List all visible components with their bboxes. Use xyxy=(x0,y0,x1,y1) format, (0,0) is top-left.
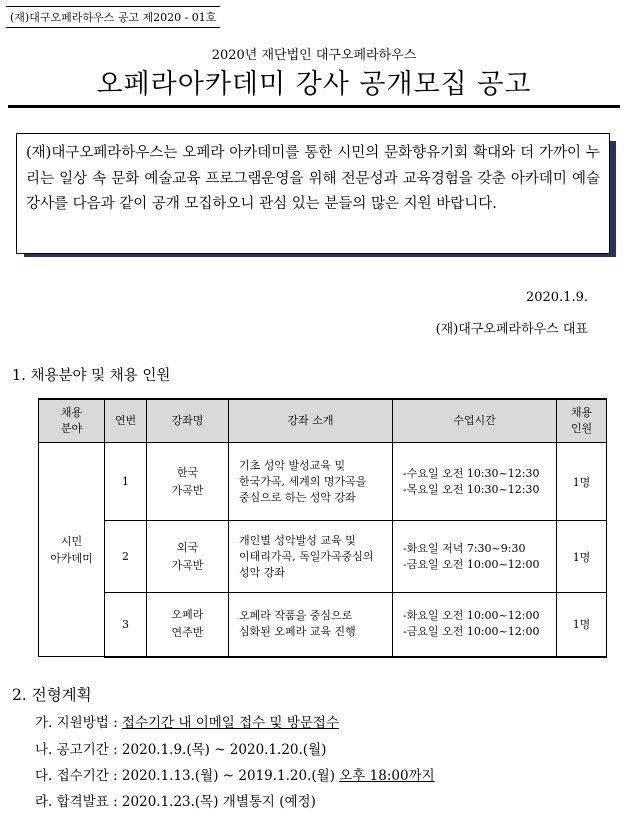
table-row xyxy=(39,521,607,593)
page-title: 오페라아카데미 강사 공개모집 공고 xyxy=(96,69,532,100)
row-intro: 개인별 성악발성 교육 및 이태리가곡, 독일가곡중심의 성악 강좌 xyxy=(229,521,393,593)
section-2-title: 2. 전형계획 xyxy=(12,686,92,704)
plan-item-receipt-period: 다. 접수기간 : 2020.1.13.(월) ~ 2019.1.20.(월) 오후 18:00까지 xyxy=(35,768,435,784)
row-no: 3 xyxy=(105,593,147,657)
table-row xyxy=(39,593,607,657)
header-course: 강좌명 xyxy=(147,399,229,443)
row-count: 1명 xyxy=(557,443,607,521)
plan-item-application: 가. 지원방법 : 접수기간 내 이메일 접수 및 방문접수 xyxy=(35,715,339,731)
row-no: 1 xyxy=(105,443,147,521)
intro-box xyxy=(16,133,610,254)
row-course: 오페라 연주반 xyxy=(147,593,229,657)
plan-item-announcement: 라. 합격발표 : 2020.1.23.(목) 개별통지 (예정) xyxy=(35,794,316,810)
notice-date: 2020.1.9. xyxy=(525,290,588,305)
notice-number: (재)대구오페라하우스 공고 제2020 - 01호 xyxy=(6,6,220,28)
deadline-time: 오후 18:00까지 xyxy=(339,768,435,784)
section-1-title: 1. 채용분야 및 채용 인원 xyxy=(12,368,171,384)
row-course: 한국 가곡반 xyxy=(147,443,229,521)
field-cell: 시민 아카데미 xyxy=(39,443,105,657)
row-count: 1명 xyxy=(557,593,607,657)
row-time: -수요일 오전 10:30~12:30 -목요일 오전 10:30~12:30 xyxy=(393,443,557,521)
header-count: 채용 인원 xyxy=(557,399,607,443)
header-time: 수업시간 xyxy=(393,399,557,443)
title-underline xyxy=(8,105,620,108)
row-intro: 기초 성악 발성교육 및 한국가곡, 세계의 명가곡을 중심으로 하는 성악 강좌 xyxy=(229,443,393,521)
plan-item-notice-period: 나. 공고기간 : 2020.1.9.(목) ~ 2020.1.20.(월) xyxy=(35,742,327,758)
row-intro: 오페라 작품을 중심으로 심화된 오페라 교육 진행 xyxy=(229,593,393,657)
row-count: 1명 xyxy=(557,521,607,593)
row-time: -화요일 오전 10:00~12:00 -금요일 오전 10:00~12:00 xyxy=(393,593,557,657)
intro-text: (재)대구오페라하우스는 오페라 아카데미를 통한 시민의 문화향유기회 확대와 더 가까이 누리는 일상 속 문화 예술교육 프로그램운영을 위해 전문성과 교육경험을 갖춘 아카데미 예술 강사를 다음과 같이 공개 모집하오니 관심 있는 분들의 많은 지원 바랍니다. xyxy=(26,145,600,212)
recruitment-table xyxy=(38,398,607,658)
table-row xyxy=(39,443,607,521)
subtitle: 2020년 재단법인 대구오페라하우스 xyxy=(211,48,417,63)
table-header-row xyxy=(39,399,607,443)
notice-sender: (재)대구오페라하우스 대표 xyxy=(435,322,588,337)
row-no: 2 xyxy=(105,521,147,593)
header-field: 채용 분야 xyxy=(39,399,105,443)
header-intro: 강좌 소개 xyxy=(229,399,393,443)
header-no: 연번 xyxy=(105,399,147,443)
row-course: 외국 가곡반 xyxy=(147,521,229,593)
row-time: -화요일 저녁 7:30~9:30 -금요일 오전 10:00~12:00 xyxy=(393,521,557,593)
application-method: 접수기간 내 이메일 접수 및 방문접수 xyxy=(121,715,339,731)
